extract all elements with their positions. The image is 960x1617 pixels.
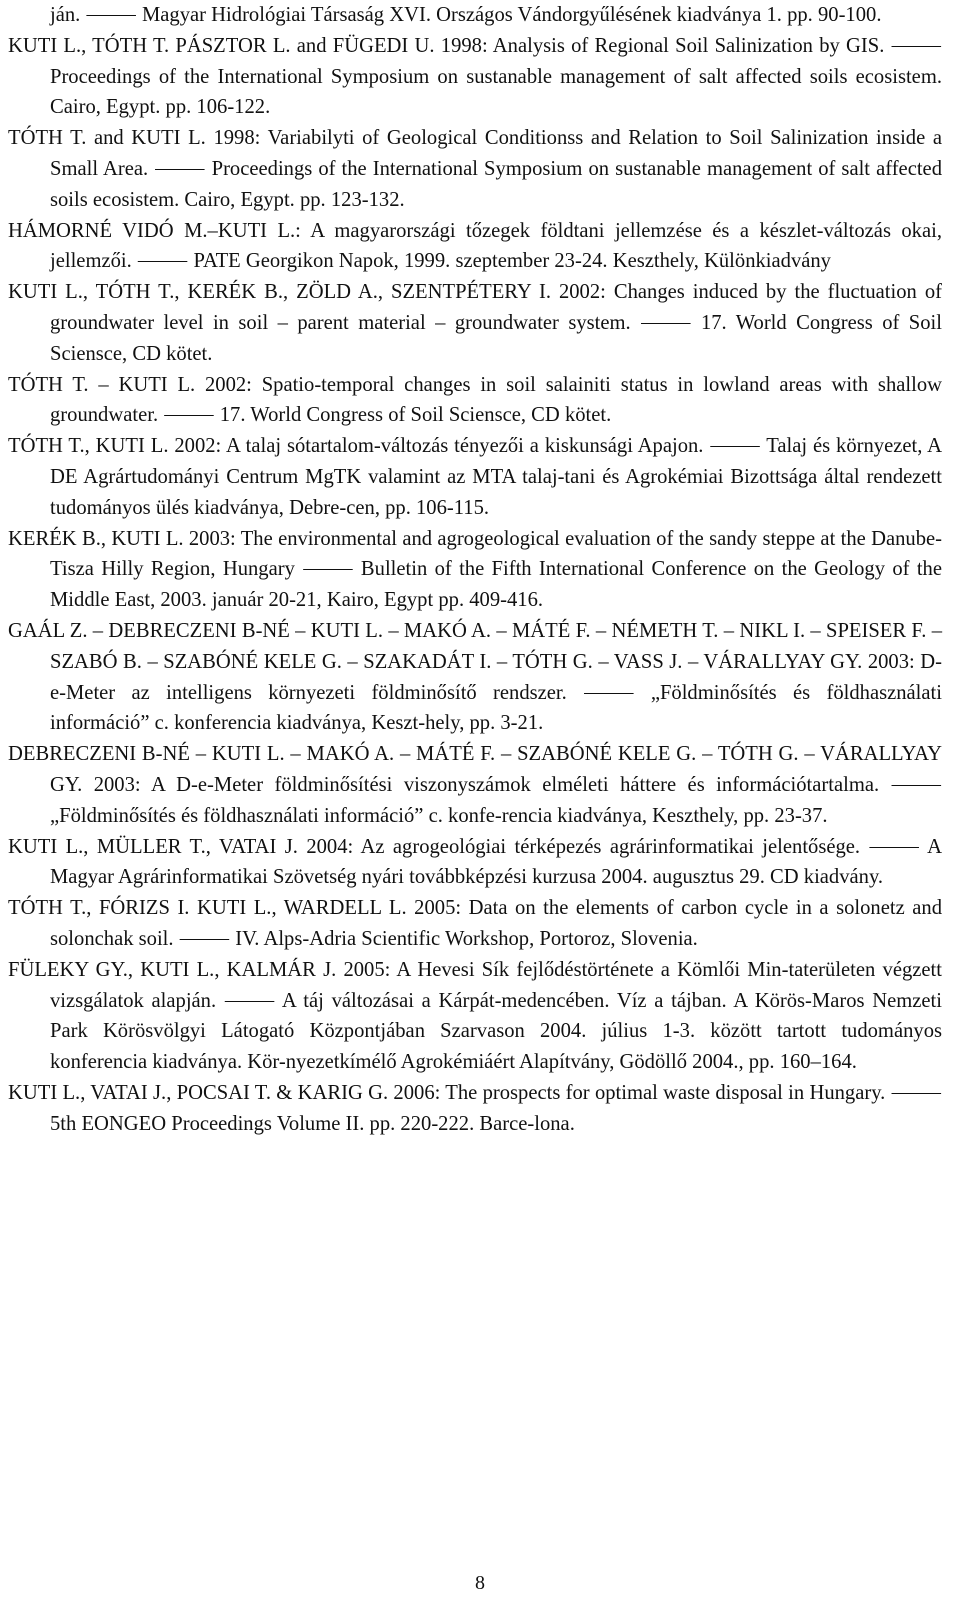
reference-entry: FÜLEKY GY., KUTI L., KALMÁR J. 2005: A Hevesi Sík fejlődéstörténete a Kömlői Min-taterületen végzett vizsgálatok alapján. ⸻ A táj változásai a Kárpát-medencében. Víz a tájban. A Körös-Maros Nemzeti Park Körösvölgyi Látogató Központjában Szarvason 2004. július 1-3. között tartott tudományos konferencia kiadványa. Kör-nyezetkímélő Agrokémiáért Alapítvány, Gödöllő 2004., pp. 160–164. — [8, 958, 942, 1074]
reference-entry: TÓTH T. and KUTI L. 1998: Variabilyti of Geological Conditionss and Relation to Soil Salinization inside a Small Area. ⸻ Proceedings of the International Symposium on sustanable management of salt affected soils ecosistem. Cairo, Egypt. pp. 123-132. — [8, 127, 942, 211]
reference-list-page — [8, 0, 942, 1139]
reference-entry: TÓTH T. – KUTI L. 2002: Spatio-temporal changes in soil salainiti status in lowland areas with shallow groundwater. ⸻ 17. World Congress of Soil Sciensce, CD kötet. — [8, 373, 942, 427]
reference-entry: KUTI L., TÓTH T., KERÉK B., ZÖLD A., SZENTPÉTERY I. 2002: Changes induced by the fluctuation of groundwater level in soil – parent material – groundwater system. ⸻ 17. World Congress of Soil Sciensce, CD kötet. — [8, 281, 942, 365]
reference-entry: KUTI L., MÜLLER T., VATAI J. 2004: Az agrogeológiai térképezés agrárinformatikai jelentősége. ⸻ A Magyar Agrárinformatikai Szövetség nyári továbbképzési kurzusa 2004. augusztus 29. CD kiadvány. — [8, 835, 942, 889]
page-number: 8 — [475, 1572, 485, 1594]
reference-entry: ján. ⸻ Magyar Hidrológiai Társaság XVI. Országos Vándorgyűlésének kiadványa 1. pp. 90-100. — [50, 4, 882, 26]
reference-list — [8, 0, 942, 1139]
reference-entry: KUTI L., TÓTH T. PÁSZTOR L. and FÜGEDI U. 1998: Analysis of Regional Soil Salinization by GIS. ⸻ Proceedings of the International Symposium on sustanable management of salt affected soils ecosistem. Cairo, Egypt. pp. 106-122. — [8, 34, 942, 119]
reference-entry: TÓTH T., KUTI L. 2002: A talaj sótartalom-változás tényezői a kiskunsági Apajon. ⸻ Talaj és környezet, A DE Agrártudományi Centrum MgTK valamint az MTA talaj-tani és Agrokémiai Bizottsága által rendezett tudományos ülés kiadványa, Debre-cen, pp. 106-115. — [8, 435, 942, 519]
reference-entry: DEBRECZENI B-NÉ – KUTI L. – MAKÓ A. – MÁTÉ F. – SZABÓNÉ KELE G. – TÓTH G. – VÁRALLYAY GY. 2003: A D-e-Meter földminősítési viszonyszámok elméleti háttere és információtartalma. ⸻ „Földminősítés és földhasználati információ” c. konfe-rencia kiadványa, Keszthely, pp. 23-37. — [8, 743, 942, 827]
reference-entry: TÓTH T., FÓRIZS I. KUTI L., WARDELL L. 2005: Data on the elements of carbon cycle in a solonetz and solonchak soil. ⸻ IV. Alps-Adria Scientific Workshop, Portoroz, Slovenia. — [8, 897, 942, 950]
reference-entry: KUTI L., VATAI J., POCSAI T. & KARIG G. 2006: The prospects for optimal waste disposal in Hungary. ⸻ 5th EONGEO Proceedings Volume II. pp. 220-222. Barce-lona. — [8, 1081, 942, 1135]
reference-entry: GAÁL Z. – DEBRECZENI B-NÉ – KUTI L. – MAKÓ A. – MÁTÉ F. – NÉMETH T. – NIKL I. – SPEISER F. – SZABÓ B. – SZABÓNÉ KELE G. – SZAKADÁT I. – TÓTH G. – VASS J. – VÁRALLYAY GY. 2003: D-e-Meter az intelligens környezeti földminősítő rendszer. ⸻ „Földminősítés és földhasználati információ” c. konferencia kiadványa, Keszt-hely, pp. 3-21. — [8, 619, 942, 735]
reference-entry: KERÉK B., KUTI L. 2003: The environmental and agrogeological evaluation of the sandy steppe at the Danube-Tisza Hilly Region, Hungary ⸻ Bulletin of the Fifth International Conference on the Geology of the Middle East, 2003. január 20-21, Kairo, Egypt pp. 409-416. — [8, 527, 942, 612]
reference-entry: HÁMORNÉ VIDÓ M.–KUTI L.: A magyarországi tőzegek földtani jellemzése és a készlet-változás okai, jellemzői. ⸻ PATE Georgikon Napok, 1999. szeptember 23-24. Keszthely, Különkiadvány — [8, 219, 942, 273]
